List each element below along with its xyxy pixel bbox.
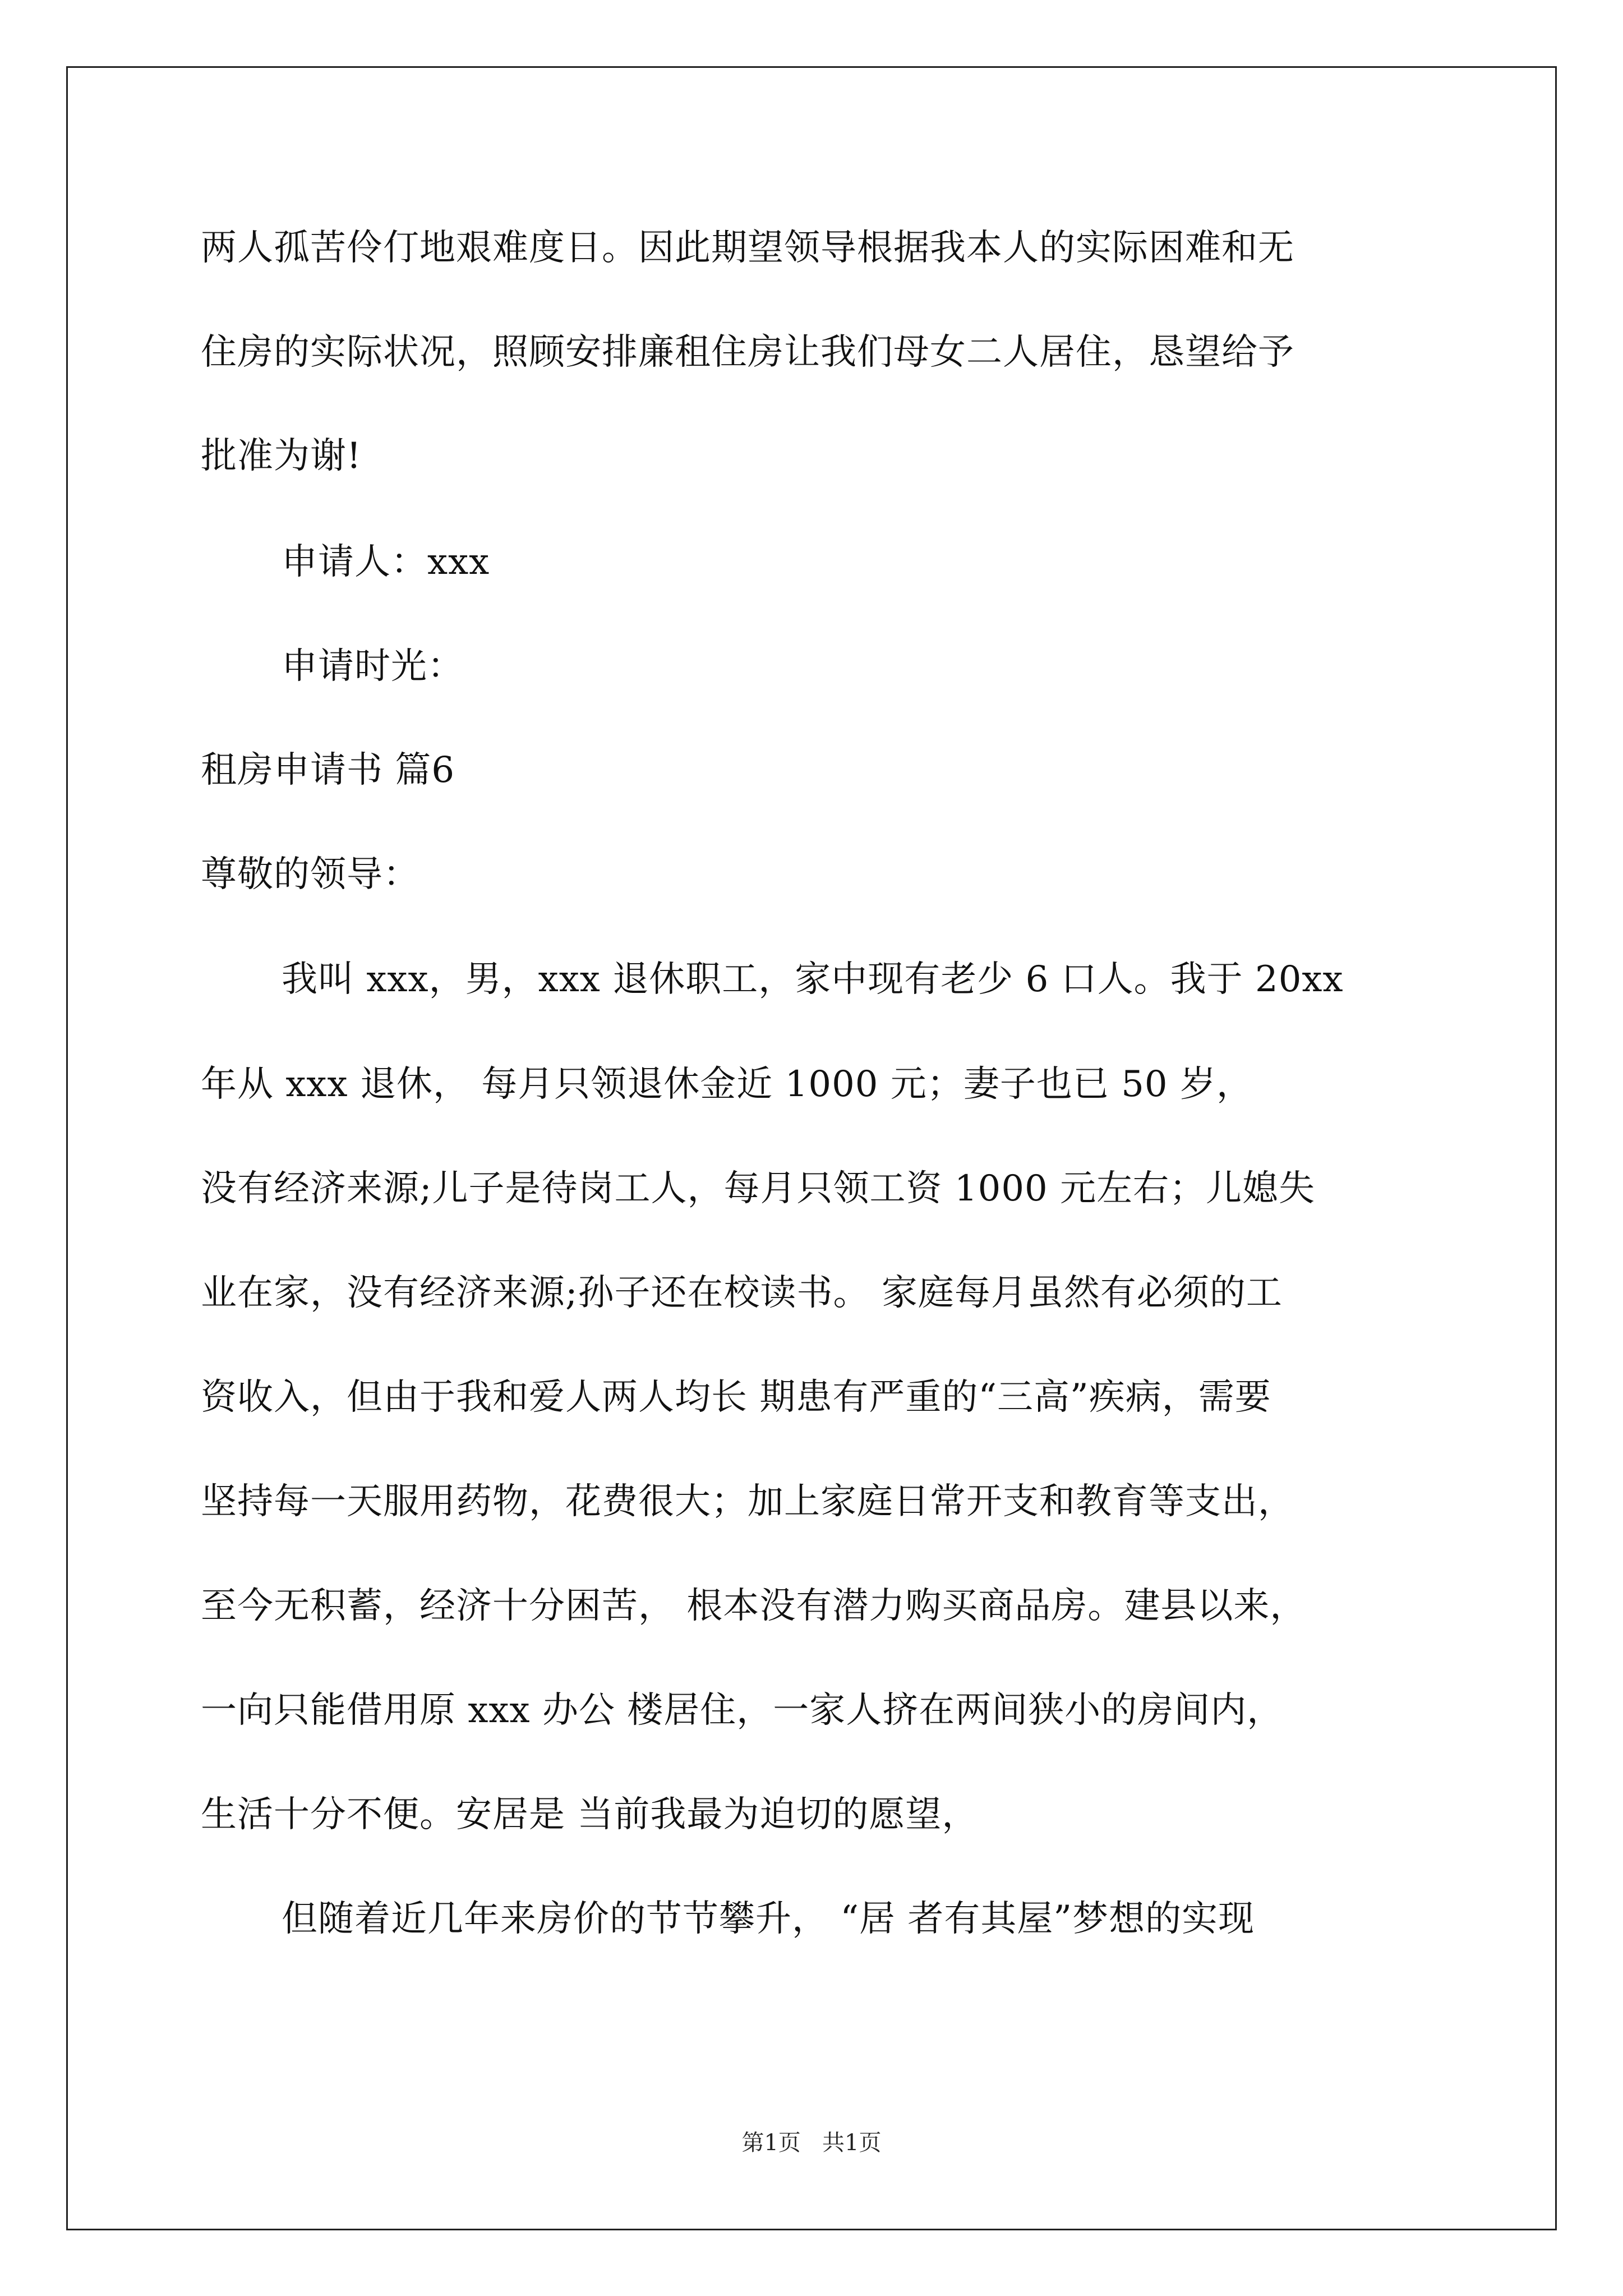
body-line-12: 资收入，但由于我和爱人两人均长 期患有严重的“三高”疾病，需要 <box>201 1377 1271 1418</box>
application-time-line: 申请时光： <box>282 646 464 687</box>
body-line-17: 但随着近几年来房价的节节攀升， “居 者有其屋”梦想的实现 <box>282 1898 1255 1940</box>
applicant-line: 申请人：xxx <box>282 541 490 583</box>
salutation: 尊敬的领导： <box>201 854 419 895</box>
body-line-16: 生活十分不便。安居是 当前我最为迫切的愿望， <box>201 1794 979 1835</box>
section-heading: 租房申请书 篇6 <box>201 749 455 791</box>
body-line-14: 至今无积蓄，经济十分困苦， 根本没有潜力购买商品房。建县以来， <box>201 1585 1307 1627</box>
body-line-10: 没有经济来源;儿子是待岗工人，每月只领工资 1000 元左右；儿媳失 <box>201 1168 1316 1209</box>
body-line-8: 我叫 xxx，男，xxx 退休职工，家中现有老少 6 口人。我于 20xx <box>282 959 1344 1000</box>
page-footer: 第1页 共1页 <box>741 2130 882 2156</box>
body-line-3: 批准为谢! <box>201 435 362 477</box>
body-line-2: 住房的实际状况，照顾安排廉租住房让我们母女二人居住，恳望给予 <box>201 332 1294 373</box>
body-line-15: 一向只能借用原 xxx 办公 楼居住，一家人挤在两间狭小的房间内， <box>201 1690 1284 1731</box>
body-line-13: 坚持每一天服用药物，花费很大；加上家庭日常开支和教育等支出， <box>201 1481 1294 1522</box>
body-line-11: 业在家，没有经济来源;孙子还在校读书。 家庭每月虽然有必须的工 <box>201 1272 1283 1314</box>
body-line-9: 年从 xxx 退休， 每月只领退休金近 1000 元；妻子也已 50 岁， <box>201 1064 1253 1105</box>
body-line-1: 两人孤苦伶仃地艰难度日。因此期望领导根据我本人的实际困难和无 <box>201 227 1294 269</box>
